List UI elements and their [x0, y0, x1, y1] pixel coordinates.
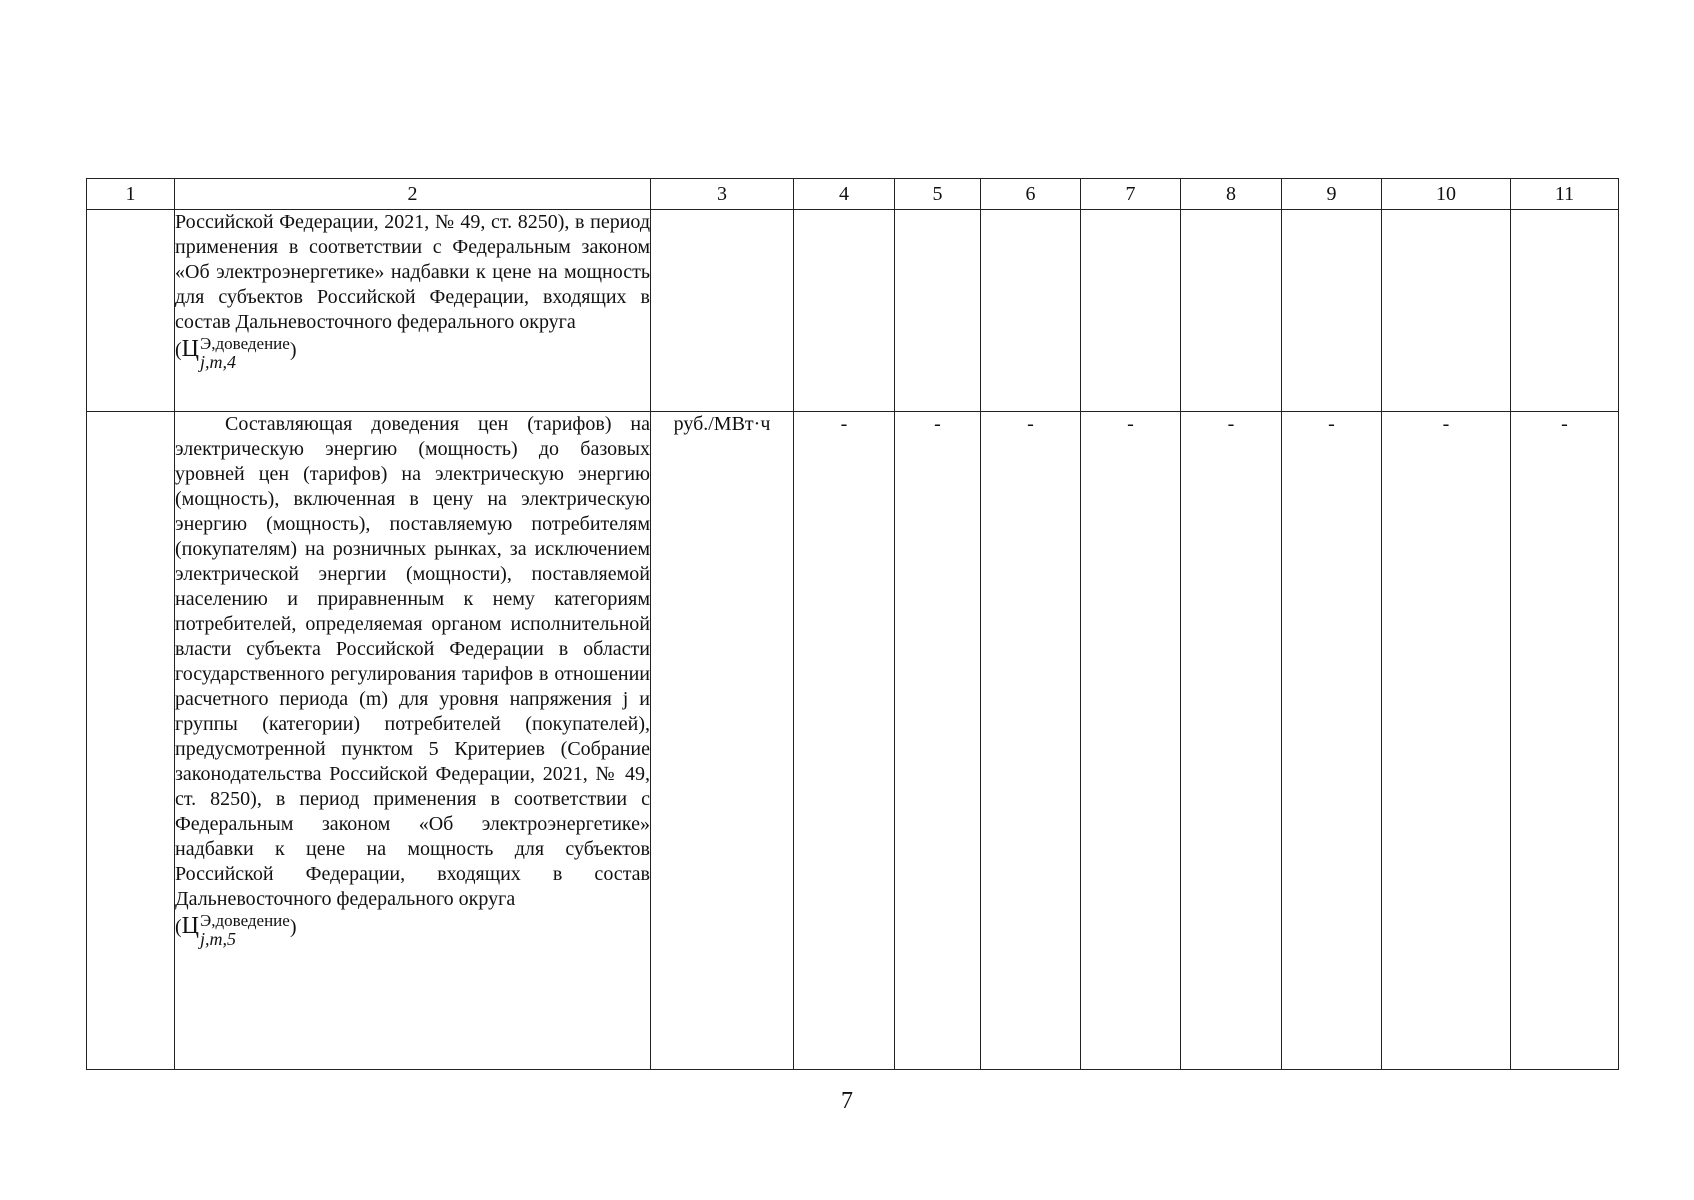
value-cell	[1081, 210, 1181, 412]
value-cell	[1181, 210, 1282, 412]
column-header-7: 7	[1081, 179, 1181, 210]
value-cell: -	[895, 412, 981, 1070]
formula-subscript: j,m,5	[200, 929, 237, 949]
description-text: Составляющая доведения цен (тарифов) на электрическую энергию (мощность) до базовых уровней цен (тарифов) на электрическую энергию (мощность), включенная в цену на электрическую энергию (мощность), поставляемую потребителям (покупателям) на розничных рынках, за исключением электрической энергии (мощности), поставляемой населению и приравненным к нему категориям потребителей, определяемая органом исполнительной власти субъекта Российской Федерации в области государственного регулирования тарифов в отношении расчетного периода (m) для уровня напряжения j и группы (категории) потребителей (покупателей), предусмотренной пунктом 5 Критериев (Собрание законодательства Российской Федерации, 2021, № 49, ст. 8250), в период применения в соответствии с Федеральным законом «Об электроэнергетике» надбавки к цене на мощность для субъектов Российской Федерации, входящих в состав Дальневосточного федерального округа	[175, 413, 650, 910]
value-cell	[794, 210, 895, 412]
column-header-11: 11	[1511, 179, 1619, 210]
row-number-cell	[87, 210, 175, 412]
value-cell: -	[1181, 412, 1282, 1070]
column-header-5: 5	[895, 179, 981, 210]
value-cell: -	[1511, 412, 1619, 1070]
value-cell: -	[1081, 412, 1181, 1070]
unit-cell	[651, 210, 794, 412]
value-cell: -	[981, 412, 1081, 1070]
value-cell: -	[1382, 412, 1511, 1070]
column-header-4: 4	[794, 179, 895, 210]
value-cell	[1511, 210, 1619, 412]
value-cell	[981, 210, 1081, 412]
column-header-3: 3	[651, 179, 794, 210]
formula	[175, 335, 297, 371]
header-row	[87, 179, 1619, 210]
description-cell	[175, 210, 651, 412]
column-header-1: 1	[87, 179, 175, 210]
formula-open-paren: (	[175, 916, 182, 938]
row-number-cell	[87, 412, 175, 1070]
formula-superscript: Э,доведение	[200, 911, 290, 930]
value-cell	[1282, 210, 1382, 412]
column-header-9: 9	[1282, 179, 1382, 210]
formula-symbol: Ц	[181, 913, 200, 939]
value-cell	[1382, 210, 1511, 412]
formula-close-paren: )	[289, 339, 297, 361]
formula-superscript: Э,доведение	[200, 334, 290, 353]
column-header-10: 10	[1382, 179, 1511, 210]
column-header-6: 6	[981, 179, 1081, 210]
tariff-table	[86, 178, 1619, 1070]
table-row	[87, 210, 1619, 412]
description-text: Российской Федерации, 2021, № 49, ст. 8250), в период применения в соответствии с Федеральным законом «Об электроэнергетике» надбавки к цене на мощность для субъектов Российской Федерации, входящих в состав Дальневосточного федерального округа	[175, 211, 650, 333]
value-cell	[895, 210, 981, 412]
description-cell	[175, 412, 651, 1070]
value-cell: -	[794, 412, 895, 1070]
formula-close-paren: )	[289, 916, 297, 938]
page-number: 7	[841, 1088, 853, 1114]
formula	[175, 912, 297, 948]
formula-open-paren: (	[175, 339, 182, 361]
unit-cell: руб./МВт·ч	[651, 412, 794, 1070]
table-row	[87, 412, 1619, 1070]
column-header-2: 2	[175, 179, 651, 210]
formula-subscript: j,m,4	[200, 352, 237, 372]
value-cell: -	[1282, 412, 1382, 1070]
formula-symbol: Ц	[181, 336, 200, 362]
column-header-8: 8	[1181, 179, 1282, 210]
